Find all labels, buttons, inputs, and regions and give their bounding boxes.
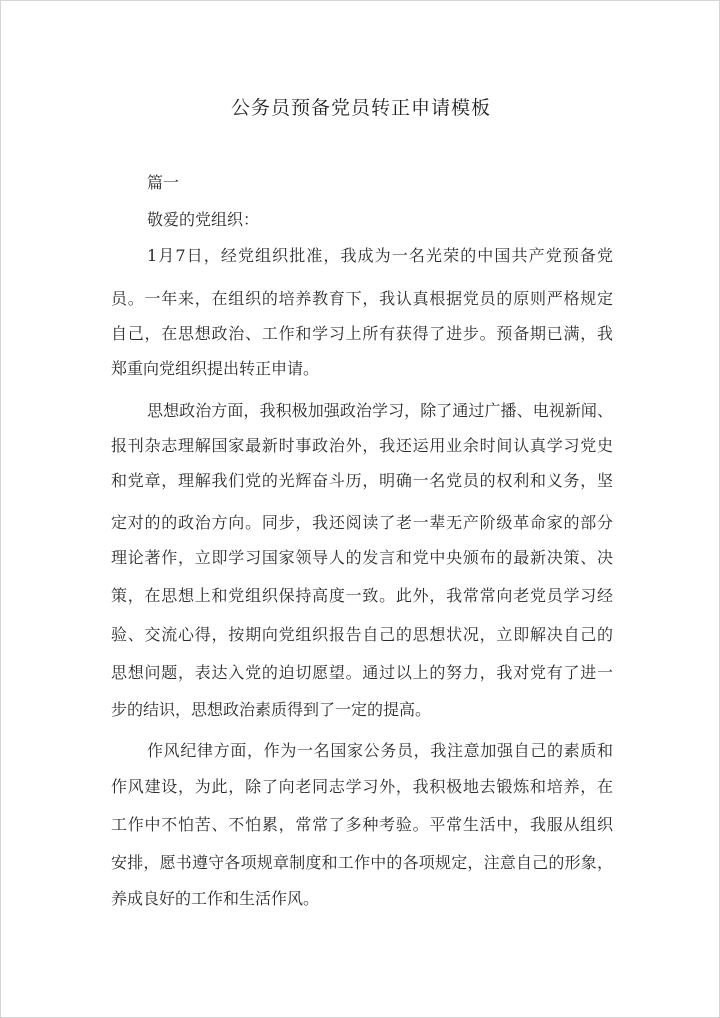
paragraph-3-line-5: 养成良好的工作和生活作风。 (111, 889, 320, 908)
paragraph-1-line-2: 员。一年来，在组织的培养教育下，我认真根据党员的原则严格规定 (111, 289, 613, 308)
paragraph-2-line-2: 报刊杂志理解国家最新时事政治外，我还运用业余时间认真学习党史 (111, 436, 613, 455)
paragraph-2-line-7: 验、交流心得，按期向党组织报告自己的思想状况，立即解决自己的 (111, 625, 613, 644)
section-label: 篇一 (147, 173, 180, 192)
paragraph-3-line-1: 作风纪律方面，作为一名国家公务员，我注意加强自己的素质和 (147, 741, 613, 760)
paragraph-2-line-5: 理论著作，立即学习国家领导人的发言和党中央颁布的最新决策、决 (111, 548, 613, 567)
paragraph-2-line-8: 思想问题，表达入党的迫切愿望。通过以上的努力，我对党有了进一 (111, 663, 613, 682)
paragraph-3-line-4: 安排，愿书遵守各项规章制度和工作中的各项规定，注意自己的形象， (111, 853, 613, 872)
paragraph-3-line-2: 作风建设，为此，除了向老同志学习外，我积极地去锻炼和培养，在 (111, 777, 613, 796)
document-title: 公务员预备党员转正申请模板 (230, 97, 491, 119)
paragraph-3-line-3: 工作中不怕苦、不怕累，常常了多种考验。平常生活中，我服从组织 (111, 815, 613, 834)
paragraph-2-line-4: 定对的的政治方向。同步，我还阅读了老一辈无产阶级革命家的部分 (111, 513, 613, 532)
paragraph-1-line-3: 自己，在思想政治、工作和学习上所有获得了进步。预备期已满，我 (111, 324, 613, 343)
paragraph-2-line-1: 思想政治方面，我积极加强政治学习，除了通过广播、电视新闻、 (147, 401, 613, 420)
salutation: 敬爱的党组织： (147, 210, 260, 229)
paragraph-2-line-3: 和党章，理解我们党的光辉奋斗历，明确一名党员的权利和义务，坚 (111, 471, 613, 490)
paragraph-1-line-1: 1月7日，经党组织批准，我成为一名光荣的中国共产党预备党 (147, 246, 613, 265)
paragraph-2-line-6: 策，在思想上和党组织保持高度一致。此外，我常常向老党员学习经 (111, 586, 613, 605)
paragraph-1-line-4: 郑重向党组织提出转正申请。 (111, 359, 320, 378)
paragraph-2-line-9: 步的结识，思想政治素质得到了一定的提高。 (111, 700, 432, 719)
